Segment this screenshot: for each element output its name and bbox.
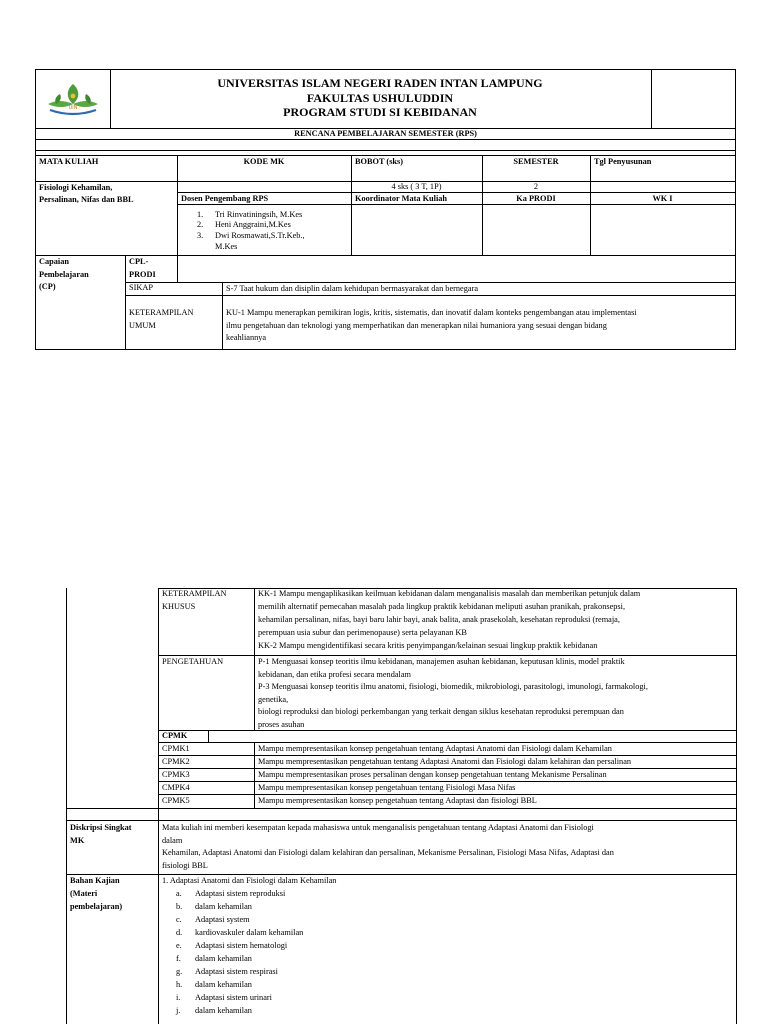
label-tgl-penyusunan: Tgl Penyusunan (594, 157, 652, 166)
cpmk-code: CPMK2 (162, 757, 190, 766)
bahan-kajian-title: 1. Adaptasi Anatomi dan Fisiologi dalam Kehamilan (162, 876, 337, 885)
label-dosen: Dosen Pengembang RPS (181, 194, 269, 203)
svg-text:UIN: UIN (68, 105, 78, 111)
sikap-label: SIKAP (129, 283, 153, 292)
cpl-prodi-label: CPL- PRODI (129, 257, 156, 279)
course-name-line2: Persalinan, Nifas dan BBL (39, 195, 134, 204)
university-logo (40, 80, 106, 120)
cpmk-text: Mampu mempresentasikan pengetahuan tentang Adaptasi Anatomi dan Fisiologi dalam kelahiran dan persalinan (258, 757, 632, 766)
list-item: Adaptasi sistem reproduksi (195, 889, 286, 898)
cpmk-text: Mampu mempresentasikan konsep pengetahuan tentang Adaptasi Anatomi dan Fisiologi dalam Kehamilan (258, 744, 612, 753)
university-name: UNIVERSITAS ISLAM NEGERI RADEN INTAN LAMPUNG (217, 76, 543, 90)
cpmk-code: CMPK4 (162, 783, 190, 792)
label-wk: WK I (652, 194, 673, 203)
kk-label: KETERAMPILAN KHUSUS (162, 589, 227, 611)
label-koordinator: Koordinator Mata Kuliah (355, 194, 448, 203)
list-item: dalam kehamilan (195, 954, 252, 963)
list-item: Adaptasi sistem hematologi (195, 941, 288, 950)
list-item: dalam kehamilan (195, 980, 252, 989)
dosen-item: Dwi Rosmawati,S.Tr.Keb., (215, 231, 305, 240)
list-item: Adaptasi sistem urinari (195, 993, 272, 1002)
sikap-text: S-7 Taat hukum dan disiplin dalam kehidupan bermasyarakat dan bernegara (226, 284, 479, 293)
pengetahuan-label: PENGETAHUAN (162, 657, 224, 666)
list-item: kardiovaskuler dalam kehamilan (195, 928, 304, 937)
course-name-line1: Fisiologi Kehamilan, (39, 183, 113, 192)
label-semester: SEMESTER (513, 157, 559, 166)
ku-label: KETERAMPILAN UMUM (129, 308, 194, 330)
list-item: Adaptasi sistem respirasi (195, 967, 278, 976)
label-mata-kuliah: MATA KULIAH (39, 157, 99, 166)
label-kaprodi: Ka PRODI (516, 194, 556, 203)
cpmk-header: CPMK (162, 731, 188, 740)
dosen-item: M.Kes (215, 242, 238, 251)
deskripsi-label: Diskripsi Singkat MK (70, 823, 132, 845)
list-item: dalam kehamilan (195, 1006, 252, 1015)
document-header (110, 76, 650, 120)
semester-value: 2 (533, 182, 539, 191)
cpmk-text: Mampu mempresentasikan konsep pengetahuan tentang Fisiologi Masa Nifas (258, 783, 516, 792)
label-bobot: BOBOT (sks) (355, 157, 404, 166)
dosen-item: Heni Anggraini,M.Kes (215, 220, 291, 229)
kk-text: KK-1 Mampu mengaplikasikan keilmuan kebidanan dalam menganalisis masalah dan memberikan petunjuk dalam memilih alternatif pemecahan masalah pada lingkup praktik kebidanan meliputi asuhan pranikah, prakonsepsi, kehamilan persalinan, nifas, bayi baru lahir bayi, anak balita, anak prasekolah, kesehatan reproduksi (remaja, perempuan usia subur dan perimenopause) serta pelayanan KB KK-2 Mampu mengidentifikasi secara kritis penyimpangan/kelainan sesuai lingkup praktik kebidanan (258, 589, 641, 650)
cpmk-code: CPMK1 (162, 744, 190, 753)
cpmk-code: CPMK5 (162, 796, 190, 805)
cp-label: Capaian Pembelajaran (CP) (39, 257, 89, 291)
label-kode-mk: KODE MK (243, 157, 285, 166)
bobot-value: 4 sks ( 3 T, 1P) (391, 182, 442, 191)
pengetahuan-text: P-1 Menguasai konsep teoritis ilmu kebidanan, manajemen asuhan kebidanan, keputusan klinis, model praktik kebidanan, dan etika profesi secara mendalam P-3 Menguasai konsep teoritis ilmu anatomi, fisiologi, biomedik, mikrobiologi, parasitologi, imunologi, farmakologi, genetika, biologi reproduksi dan biologi perkembangan yang terkait dengan siklus kesehatan reproduksi perempuan dan proses asuhan (258, 657, 648, 729)
ku-text: KU-1 Mampu menerapkan pemikiran logis, kritis, sistematis, dan inovatif dalam konteks pengembangan atau implementasi ilmu pengetahuan dan teknologi yang memperhatikan dan menerapkan nilai humaniora yang sesuai dengan bidang keahliannya (226, 308, 637, 342)
doc-title: RENCANA PEMBELAJARAN SEMESTER (RPS) (294, 129, 477, 138)
list-item: Adaptasi system (195, 915, 250, 924)
cpmk-code: CPMK3 (162, 770, 190, 779)
program-name: PROGRAM STUDI SI KEBIDANAN (283, 105, 477, 119)
list-item: dalam kehamilan (195, 902, 252, 911)
faculty-name: FAKULTAS USHULUDDIN (306, 90, 454, 105)
bahan-kajian-label: Bahan Kajian (Materi pembelajaran) (70, 876, 123, 911)
cpmk-text: Mampu mempresentasikan konsep pengetahuan tentang Adaptasi dan fisiologi BBL (258, 796, 537, 805)
cpmk-text: Mampu mempresentasikan proses persalinan dengan konsep pengetahuan tentang Mekanisme Persalinan (258, 770, 607, 779)
dosen-item: Tri Rinvatiningsih, M.Kes (215, 210, 303, 219)
deskripsi-text: Mata kuliah ini memberi kesempatan kepada mahasiswa untuk menganalisis pengetahuan tentang Adaptasi Anatomi dan Fisiologi dalam Kehamilan, Adaptasi Anatomi dan Fisiologi dalam kelahiran dan persalinan, Mekanisme Persalinan, Fisiologi Masa Nifas, Adaptasi dan fisiologi BBL (162, 823, 614, 870)
